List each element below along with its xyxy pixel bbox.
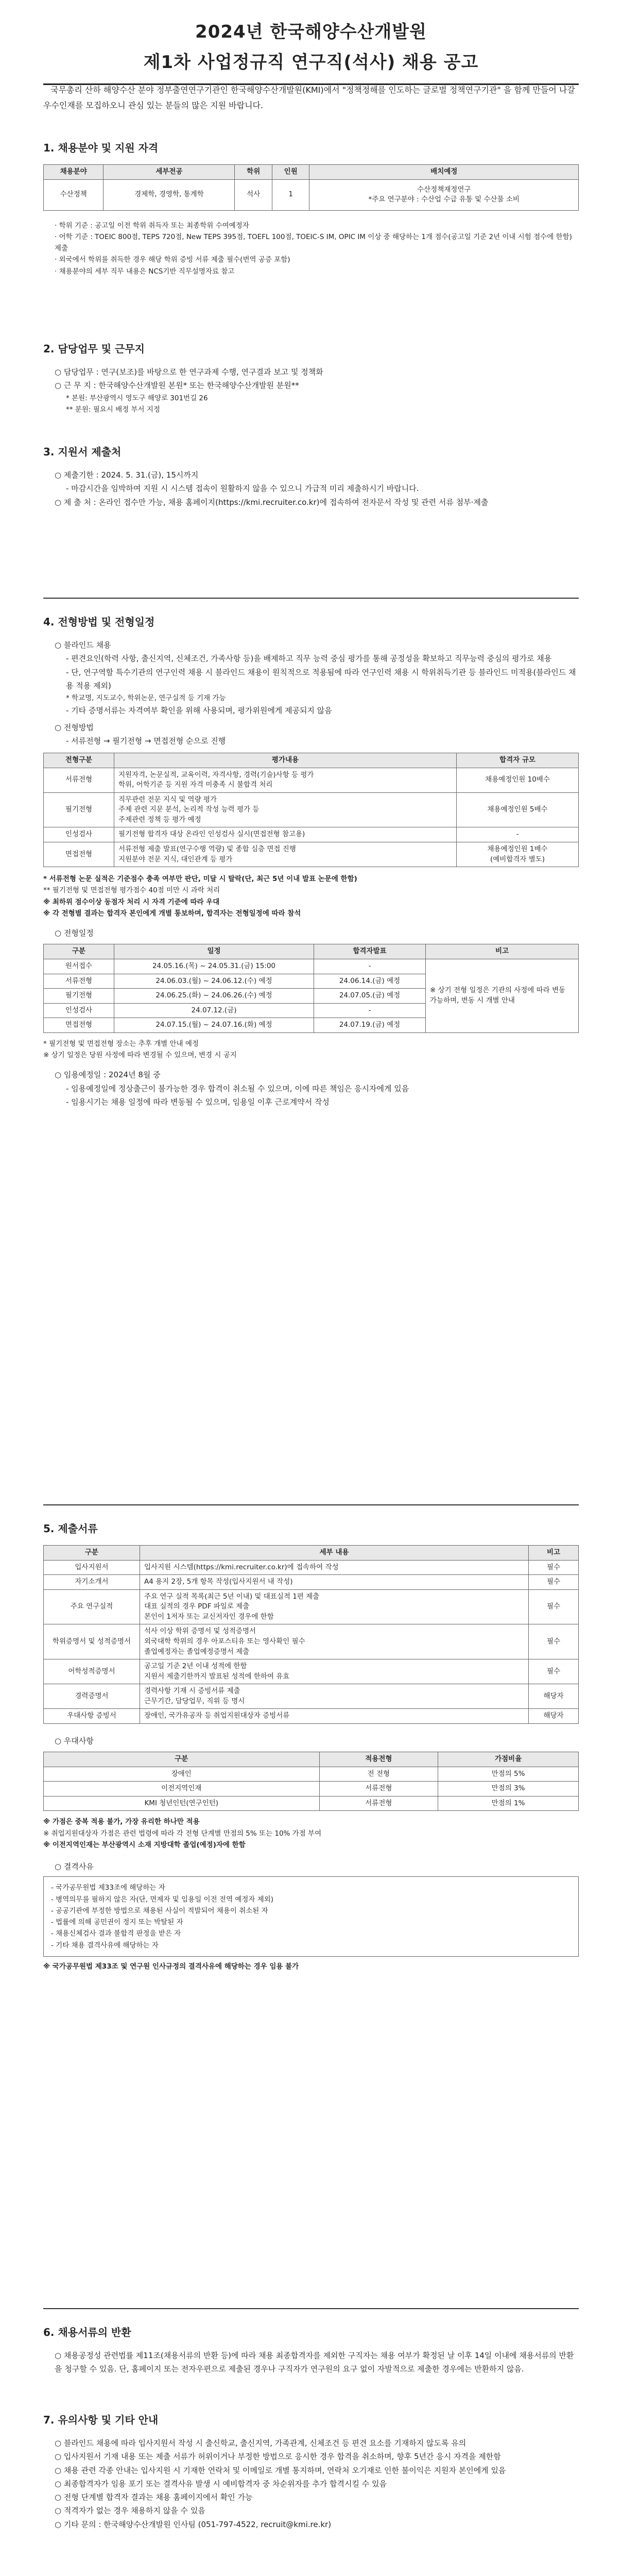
table-cell: 필수: [529, 1624, 579, 1659]
note-line: · 어학 기준 : TOEIC 800점, TEPS 720점, New TEPS 395점, TOEFL 100점, TOEIC-S IM, OPIC IM 이상 중 해당하는 1개 점수(공고일 기준 2년 이내 시험 점수에 한함) 제출: [55, 232, 572, 253]
appoint-line: ○ 임용예정일 : 2024년 8월 중: [55, 1070, 161, 1080]
section-1-title: 1. 채용분야 및 지원 자격: [43, 142, 159, 154]
table-header: 합격자 규모: [457, 753, 579, 768]
table-header: 구분: [44, 944, 114, 959]
preference-table: [43, 1752, 579, 1811]
section-7-item: ○ 기타 문의 : 한국해양수산개발원 인사팀 (051-797-4522, recruit@kmi.re.kr): [55, 2519, 332, 2529]
table-header: 구분: [44, 1752, 320, 1767]
section-6-title: 6. 채용서류의 반환: [43, 2326, 131, 2338]
table-cell: 경력증명서: [44, 1684, 140, 1709]
table-cell: 필기전형: [44, 792, 114, 827]
note-line: · 채용분야의 세부 직무 내용은 NCS기반 직무설명자료 참고: [55, 267, 235, 276]
section-3-item: ○ 제 출 처 : 온라인 접수만 가능, 채용 홈페이지(https://kmi.recruiter.co.kr)에 접속하여 전자문서 작성 및 관련 서류 첨부·제출: [55, 497, 489, 507]
note-line: * 서류전형 논문 실적은 기준점수 충족 여부만 판단, 미달 시 탈락(단, 최근 5년 이내 발표 논문에 한함): [43, 875, 357, 884]
note-line: ※ 가점은 중복 적용 불가, 가장 유리한 하나만 적용: [43, 1818, 200, 1826]
section-divider: [43, 1504, 579, 1505]
section-4-item: - 단, 연구역할 특수기관의 연구인력 채용 시 블라인드 채용이 원칙적으로 적용됨에 따라 연구인력 채용 시 학위취득기관 등 블라인드 미적용(블라인드 채용 적용 제외): [66, 667, 576, 690]
table-cell: 원서접수: [44, 959, 114, 974]
section-4-item: ○ 블라인드 채용: [55, 640, 111, 650]
table-header: 채용분야: [44, 165, 103, 180]
table-cell: 자기소개서: [44, 1575, 140, 1590]
table-header: 일정: [114, 944, 314, 959]
table-cell: 전 전형: [319, 1767, 438, 1782]
preference-label: ○ 우대사항: [55, 1736, 94, 1745]
table-cell: 만점의 5%: [438, 1767, 579, 1782]
table-cell: 필기전형: [44, 989, 114, 1004]
documents-table: [43, 1545, 579, 1724]
table-cell: 필수: [529, 1659, 579, 1684]
section-3-item: - 마감시간을 임박하여 지원 시 시스템 접속이 원활하지 않을 수 있으니 가급적 미리 제출하시기 바랍니다.: [66, 484, 419, 494]
disq-footnote: ※ 국가공무원법 제33조 및 연구원 인사규정의 결격사유에 해당하는 경우 임용 불가: [43, 1962, 299, 1971]
table-cell: 24.06.03.(월) ~ 24.06.12.(수) 예정: [114, 974, 314, 989]
table-cell: 24.07.05.(금) 예정: [314, 989, 426, 1004]
table-cell: KMI 청년인턴(연구인턴): [44, 1796, 320, 1811]
table-cell: 인성검사: [44, 1003, 114, 1018]
section-2-item: ○ 담당업무 : 연구(보조)를 바탕으로 한 연구과제 수행, 연구결과 보고 및 정책화: [55, 367, 323, 377]
table-cell: 입사지원 시스템(https://kmi.recruiter.co.kr)에 접속하여 작성: [140, 1560, 529, 1575]
section-2-item: ○ 근 무 지 : 한국해양수산개발원 본원* 또는 한국해양수산개발원 분원**: [55, 381, 299, 391]
section-3-item: ○ 제출기한 : 2024. 5. 31.(금), 15시까지: [55, 470, 199, 480]
section-7-title: 7. 유의사항 및 기타 안내: [43, 2414, 159, 2426]
table-header: 학위: [235, 165, 272, 180]
table-cell: 장애인, 국가유공자 등 취업지원대상자 증빙서류: [140, 1709, 529, 1724]
table-cell: 공고일 기준 2년 이내 성적에 한함 지원서 제출기한까지 발표된 성적에 한하여 유효: [140, 1659, 529, 1684]
disq-line: - 채용신체검사 결과 불합격 판정을 받은 자: [51, 1929, 181, 1938]
table-cell: 장애인: [44, 1767, 320, 1782]
table-cell: 서류전형 제출 발표(연구수행 역량) 및 종합 심층 면접 진행 지원분야 전문 지식, 대인관계 등 평가: [114, 842, 457, 867]
section-7-item: ○ 입사지원서 기재 내용 또는 제출 서류가 허위이거나 부정한 방법으로 응시한 경우 합격을 취소하며, 향후 5년간 응시 자격을 제한함: [55, 2452, 501, 2462]
note-line: · 외국에서 학위를 취득한 경우 해당 학위 증빙 서류 제출 필수(번역 공증 포함): [55, 256, 290, 264]
table-cell: 서류전형: [319, 1782, 438, 1797]
schedule-table: [43, 944, 579, 1032]
table-cell: 석사 이상 학위 증명서 및 성적증명서 외국대학 학위의 경우 아포스티유 또는 영사확인 필수 졸업예정자는 졸업예정증명서 제출: [140, 1624, 529, 1659]
disq-line: - 법률에 의해 공민권이 정지 또는 박탈된 자: [51, 1918, 183, 1927]
section-6: [43, 2324, 579, 2376]
table-cell: 이전지역인재: [44, 1782, 320, 1797]
table-cell: 우대사항 증빙서: [44, 1709, 140, 1724]
section-7-item: ○ 적격자가 없는 경우 채용하지 않을 수 있음: [55, 2506, 205, 2516]
section-7-item: ○ 채용 관련 각종 안내는 입사지원 시 기재한 연락처 및 이메일로 개별 통지하며, 연락처 오기재로 인한 불이익은 지원자 본인에게 있음: [55, 2465, 506, 2475]
disqualification-box: [43, 1876, 579, 1957]
table-header: 배치예정: [309, 165, 579, 180]
table-header: 평가내용: [114, 753, 457, 768]
section-divider: [43, 598, 579, 599]
table-cell: 만점의 1%: [438, 1796, 579, 1811]
section-6-text: ○ 채용공정성 관련법률 제11조(채용서류의 반환 등)에 따라 채용 최종합격자를 제외한 구직자는 채용 여부가 확정된 날 이후 14일 이내에 채용서류의 반환을 청구할 수 있음. 단, 홈페이지 또는 전자우편으로 제출된 경우나 구직자가 연구원의 요구 없이 자발적으로 제출한 경우에는 반환하지 않음.: [55, 2351, 574, 2374]
section-divider: [43, 2308, 579, 2309]
section-5-title: 5. 제출서류: [43, 1522, 98, 1535]
table-header: 비고: [529, 1546, 579, 1561]
table-cell: 채용예정인원 10배수: [457, 768, 579, 792]
table-cell: 직무관련 전문 지식 및 역량 평가 주제 관련 지문 분석, 논리적 작성 능력 평가 등 주제관련 정책 등 평가 예정: [114, 792, 457, 827]
section-7-item: ○ 블라인드 채용에 따라 입사지원서 작성 시 출신학교, 출신지역, 가족관계, 신체조건 등 편견 요소를 기재하지 않도록 유의: [55, 2438, 466, 2448]
table-cell: 필수: [529, 1575, 579, 1590]
disq-line: - 기타 채용 결격사유에 해당하는 자: [51, 1941, 159, 1950]
title-line2: 제1차 사업정규직 연구직(석사) 채용 공고: [143, 52, 479, 73]
note-line: ** 필기전형 및 면접전형 평가점수 40점 미만 시 과락 처리: [43, 886, 220, 895]
table-cell: 인성검사: [44, 827, 114, 842]
table-cell: 해당자: [529, 1709, 579, 1724]
table-cell: 24.06.14.(금) 예정: [314, 974, 426, 989]
table-cell: 필수: [529, 1560, 579, 1575]
recruit-field-table: [43, 164, 579, 211]
table-cell: 지원자격, 논문실적, 교육이력, 자격사항, 경력(기술)사항 등 평가 학위, 어학기준 등 지원 자격 미충족 시 불합격 처리: [114, 768, 457, 792]
table-cell: ※ 상기 전형 일정은 기관의 사정에 따라 변동 가능하며, 변동 시 개별 안내: [426, 959, 579, 1032]
disqualification-label: ○ 결격사유: [55, 1862, 94, 1872]
appointment-info: [43, 1068, 579, 1109]
table-cell: 경력사항 기재 시 증빙서류 제출 근무기간, 담당업무, 직위 등 명시: [140, 1684, 529, 1709]
table-cell: 입사지원서: [44, 1560, 140, 1575]
table-cell: 면접전형: [44, 842, 114, 867]
table-cell: 주요 연구실적: [44, 1589, 140, 1624]
note-line: ※ 이전지역인재는 부산광역시 소재 지방대학 졸업(예정)자에 한함: [43, 1840, 246, 1849]
table-cell: 24.05.16.(목) ~ 24.05.31.(금) 15:00: [114, 959, 314, 974]
section-4-item: - 편견요인(학력 사항, 출신지역, 신체조건, 가족사항 등)을 배제하고 직무 능력 중심 평가를 통해 공정성을 확보하고 직무능력 중심의 평가로 채용: [66, 654, 552, 664]
section-2-title: 2. 담당업무 및 근무지: [43, 343, 145, 355]
appoint-line: - 임용시기는 채용 일정에 따라 변동될 수 있으며, 임용일 이후 근로계약서 작성: [66, 1097, 330, 1107]
table-cell: A4 용지 2장, 5개 항목 작성(입사지원서 내 작성): [140, 1575, 529, 1590]
table-cell: 면접전형: [44, 1018, 114, 1033]
table-header: 적용전형: [319, 1752, 438, 1767]
schedule-label: ○ 전형일정: [55, 928, 94, 938]
table-cell: 서류전형: [319, 1796, 438, 1811]
table-cell: -: [314, 959, 426, 974]
section-7-item: ○ 전형 단계별 합격자 결과는 채용 홈페이지에서 확인 가능: [55, 2493, 253, 2502]
section-2: [43, 340, 579, 415]
title-line1: 2024년 한국해양수산개발원: [195, 22, 427, 42]
section-1-notes: [55, 220, 579, 277]
table-cell: 24.07.12.(금): [114, 1003, 314, 1018]
note-line: ※ 최하위 점수이상 동점자 처리 시 자격 기준에 따라 우대: [43, 897, 220, 906]
note-line: ※ 각 전형별 결과는 합격자 본인에게 개별 통보하며, 합격자는 전형일정에 따라 참석: [43, 909, 301, 918]
schedule-notes: [43, 1038, 579, 1061]
intro-paragraph: 국무총리 산하 해양수산 분야 정부출연연구기관인 한국해양수산개발원(KMI)에서 "정책정해를 인도하는 글로벌 정책연구기관" 을 함께 만들어 나갈 우수인재를 모집하오니 관심 있는 분들의 많은 지원 바랍니다.: [43, 85, 575, 111]
section-4-item: * 학교명, 지도교수, 학위논문, 연구실적 등 기재 가능: [66, 694, 226, 702]
section-5: [43, 1520, 579, 1972]
table-header: 합격자발표: [314, 944, 426, 959]
appoint-line: - 임용예정일에 정상출근이 불가능한 경우 합격이 취소될 수 있으며, 이에 따른 책임은 응시자에게 있음: [66, 1083, 409, 1093]
table-cell: 어학성적증명서: [44, 1659, 140, 1684]
section-4-item: - 서류전형 → 필기전형 → 면접전형 순으로 진행: [66, 736, 226, 745]
section-3-title: 3. 지원서 제출처: [43, 446, 122, 458]
disq-line: - 병역의무를 필하지 않은 자(단, 면제자 및 임용일 이전 전역 예정자 제외): [51, 1895, 274, 1904]
disq-line: - 공공기관에 부정한 방법으로 채용된 사실이 적발되어 채용이 취소된 자: [51, 1906, 268, 1915]
table-header: 비고: [426, 944, 579, 959]
preference-notes: [43, 1816, 579, 1851]
table-cell: 채용예정인원 1배수 (예비합격자 별도): [457, 842, 579, 867]
section-7-item: ○ 최종합격자가 임용 포기 또는 결격사유 발생 시 예비합격자 중 차순위자를 추가 합격시킬 수 있음: [55, 2479, 387, 2488]
section-1: [43, 139, 579, 277]
table-header: 세부 내용: [140, 1546, 529, 1561]
table-cell: 수산정책재정연구 *주요 연구분야 : 수산업 수급 유통 및 수산물 소비: [309, 179, 579, 210]
section-3: [43, 443, 579, 509]
table-cell: 수산정책: [44, 179, 103, 210]
table-header: 인원: [272, 165, 309, 180]
table-cell: 필기전형 합격자 대상 온라인 인성검사 실시(면접전형 참고용): [114, 827, 457, 842]
table-header: 가점비율: [438, 1752, 579, 1767]
table-cell: 경제학, 경영학, 통계학: [103, 179, 235, 210]
table-cell: 24.07.15.(월) ~ 24.07.16.(화) 예정: [114, 1018, 314, 1033]
table-cell: 서류전형: [44, 974, 114, 989]
table-header: 세부전공: [103, 165, 235, 180]
note-line: * 필기전형 및 면접전형 장소는 추후 개별 안내 예정: [43, 1039, 199, 1048]
table-cell: 주요 연구 실적 목록(최근 5년 이내) 및 대표실적 1편 제출 대표 실적의 경우 PDF 파일로 제출 본인이 1저자 또는 교신저자인 경우에 한함: [140, 1589, 529, 1624]
section-2-note: * 본원: 부산광역시 영도구 해양로 301번길 26: [66, 394, 208, 402]
table-cell: 필수: [529, 1589, 579, 1624]
table-cell: 서류전형: [44, 768, 114, 792]
table-cell: 24.06.25.(화) ~ 24.06.26.(수) 예정: [114, 989, 314, 1004]
note-line: ※ 상기 일정은 당원 사정에 따라 변경될 수 있으며, 변경 시 공지: [43, 1051, 237, 1060]
table-header: 전형구분: [44, 753, 114, 768]
section-4-item: ○ 전형방법: [55, 722, 94, 732]
section-4-title: 4. 전형방법 및 전형일정: [43, 616, 155, 628]
table-cell: -: [314, 1003, 426, 1018]
selection-method-table: [43, 753, 579, 867]
disq-line: - 국가공무원법 제33조에 해당하는 자: [51, 1884, 165, 1892]
table-cell: 석사: [235, 179, 272, 210]
table-cell: 1: [272, 179, 309, 210]
notice-title: [0, 0, 622, 85]
note-line: · 학위 기준 : 공고일 이전 학위 취득자 또는 최종학위 수여예정자: [55, 221, 249, 230]
table-cell: 학위증명서 및 성적증명서: [44, 1624, 140, 1659]
table-cell: 채용예정인원 5배수: [457, 792, 579, 827]
table-cell: 24.07.19.(금) 예정: [314, 1018, 426, 1033]
table-cell: -: [457, 827, 579, 842]
section-4: [43, 613, 579, 1109]
note-line: ※ 취업지원대상자 가점은 관련 법령에 따라 각 전형 단계별 만점의 5% 또는 10% 가점 부여: [43, 1829, 322, 1838]
table-header: 구분: [44, 1546, 140, 1561]
table-cell: 만점의 3%: [438, 1782, 579, 1797]
table-cell: 해당자: [529, 1684, 579, 1709]
section-7: [43, 2411, 579, 2531]
section-2-note: ** 분원: 필요시 배정 부서 지정: [66, 405, 160, 414]
method-notes: [43, 873, 579, 919]
section-4-item: - 기타 증명서류는 자격여부 확인을 위해 사용되며, 평가위원에게 제공되지 않음: [66, 706, 332, 716]
